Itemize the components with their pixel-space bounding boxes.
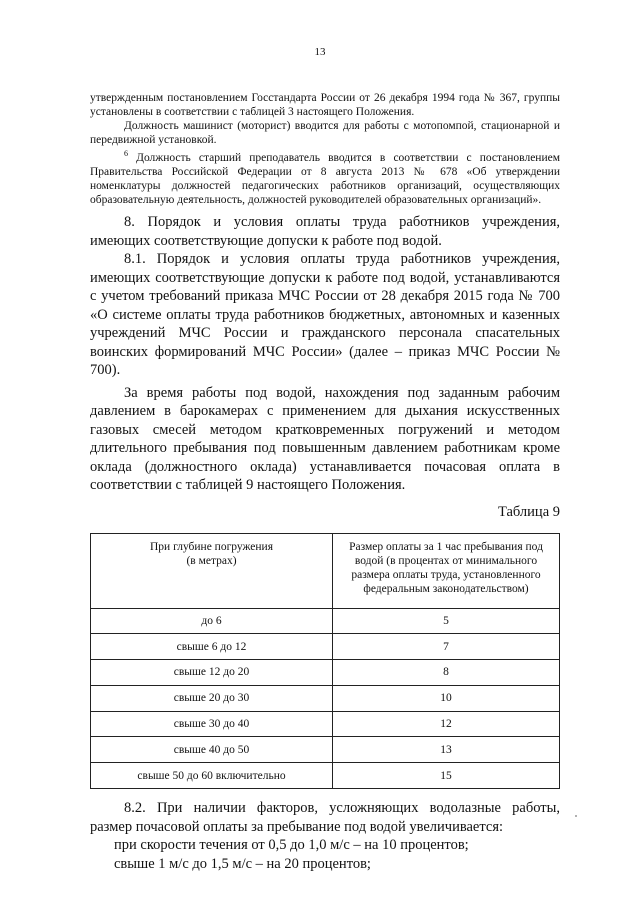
- list-item: при скорости течения от 0,5 до 1,0 м/с – на 10 процентов;: [114, 837, 469, 854]
- document-body: [90, 91, 560, 873]
- table-row: [91, 608, 560, 634]
- paragraph-8-2: 8.2. При наличии факторов, усложняющих водолазные работы, размер почасовой оплаты за пребывание под водой увеличивается:: [90, 800, 560, 835]
- table-cell-depth: свыше 30 до 40: [91, 711, 333, 737]
- table-cell-rate: 13: [333, 737, 560, 763]
- table-cell-rate: 10: [333, 685, 560, 711]
- footnote-marker: 6: [124, 149, 128, 159]
- list-item: свыше 1 м/с до 1,5 м/с – на 20 процентов;: [114, 855, 371, 872]
- paragraph-machinist: Должность машинист (моторист) вводится для работы с мотопомпой, стационарной и передвижной установкой.: [90, 120, 560, 146]
- page-number: 13: [314, 46, 326, 58]
- table-row: [91, 685, 560, 711]
- table-row: [91, 763, 560, 789]
- table-cell-depth: свыше 20 до 30: [91, 685, 333, 711]
- table-row: [91, 660, 560, 686]
- paragraph-continuation: утвержденным постановлением Госстандарта России от 26 декабря 1994 года № 367, группы установлены в соответствии с таблицей 3 настоящего Положения.: [90, 92, 560, 118]
- table-header-depth-line1: При глубине погружения: [149, 540, 273, 553]
- table-cell-rate: 15: [333, 763, 560, 789]
- table-cell-depth: свыше 50 до 60 включительно: [91, 763, 333, 789]
- table-cell-rate: 5: [333, 608, 560, 634]
- table-cell-rate: 12: [333, 711, 560, 737]
- scan-artifact-dot: [575, 815, 577, 817]
- table-header-rate: Размер оплаты за 1 час пребывания под водой (в процентах от минимального размера оплаты труда, установленного федеральным законодательством): [333, 533, 560, 608]
- table-cell-depth: до 6: [91, 608, 333, 634]
- table-cell-rate: 7: [333, 634, 560, 660]
- table-header-depth-line2: (в метрах): [186, 554, 237, 567]
- table-header-row: [91, 533, 560, 608]
- footnote-6: [90, 151, 560, 207]
- table-row: [91, 634, 560, 660]
- paragraph-hourly-pay: За время работы под водой, нахождения под заданным рабочим давлением в барокамерах с применением для дыхания искусственных газовых смесей методом кратковременных погружений и методом длительного пребывания под повышенным давлением работникам кроме оклада (должностного оклада) устанавливается почасовая оплата в соответствии с таблицей 9 настоящего Положения.: [90, 384, 560, 493]
- table-cell-depth: свыше 40 до 50: [91, 737, 333, 763]
- section-8-heading: 8. Порядок и условия оплаты труда работников учреждения, имеющих соответствующие допуски к работе под водой.: [90, 214, 560, 249]
- table-caption: Таблица 9: [497, 503, 560, 520]
- table-row: [91, 737, 560, 763]
- paragraph-8-1: 8.1. Порядок и условия оплаты труда работников учреждения, имеющих соответствующие допуски к работе под водой, устанавливаются с учетом требований приказа МЧС России от 28 декабря 2015 года № 700 «О системе оплаты труда работников бюджетных, автономных и казенных учреждений МЧС России и гражданского персонала спасательных воинских формирований МЧС России» (далее – приказ МЧС России № 700).: [90, 251, 560, 378]
- table-9: [90, 533, 560, 790]
- footnote-text: Должность старший преподаватель вводится в соответствии с постановлением Правительства Российской Федерации от 8 августа 2013 № 678 «Об утверждении номенклатуры должностей педагогических работников организаций, осуществляющих образовательную деятельность, должностей руководителей образовательных организаций».: [90, 152, 560, 206]
- table-cell-rate: 8: [333, 660, 560, 686]
- table-cell-depth: свыше 6 до 12: [91, 634, 333, 660]
- table-row: [91, 711, 560, 737]
- table-header-depth: [91, 533, 333, 608]
- table-cell-depth: свыше 12 до 20: [91, 660, 333, 686]
